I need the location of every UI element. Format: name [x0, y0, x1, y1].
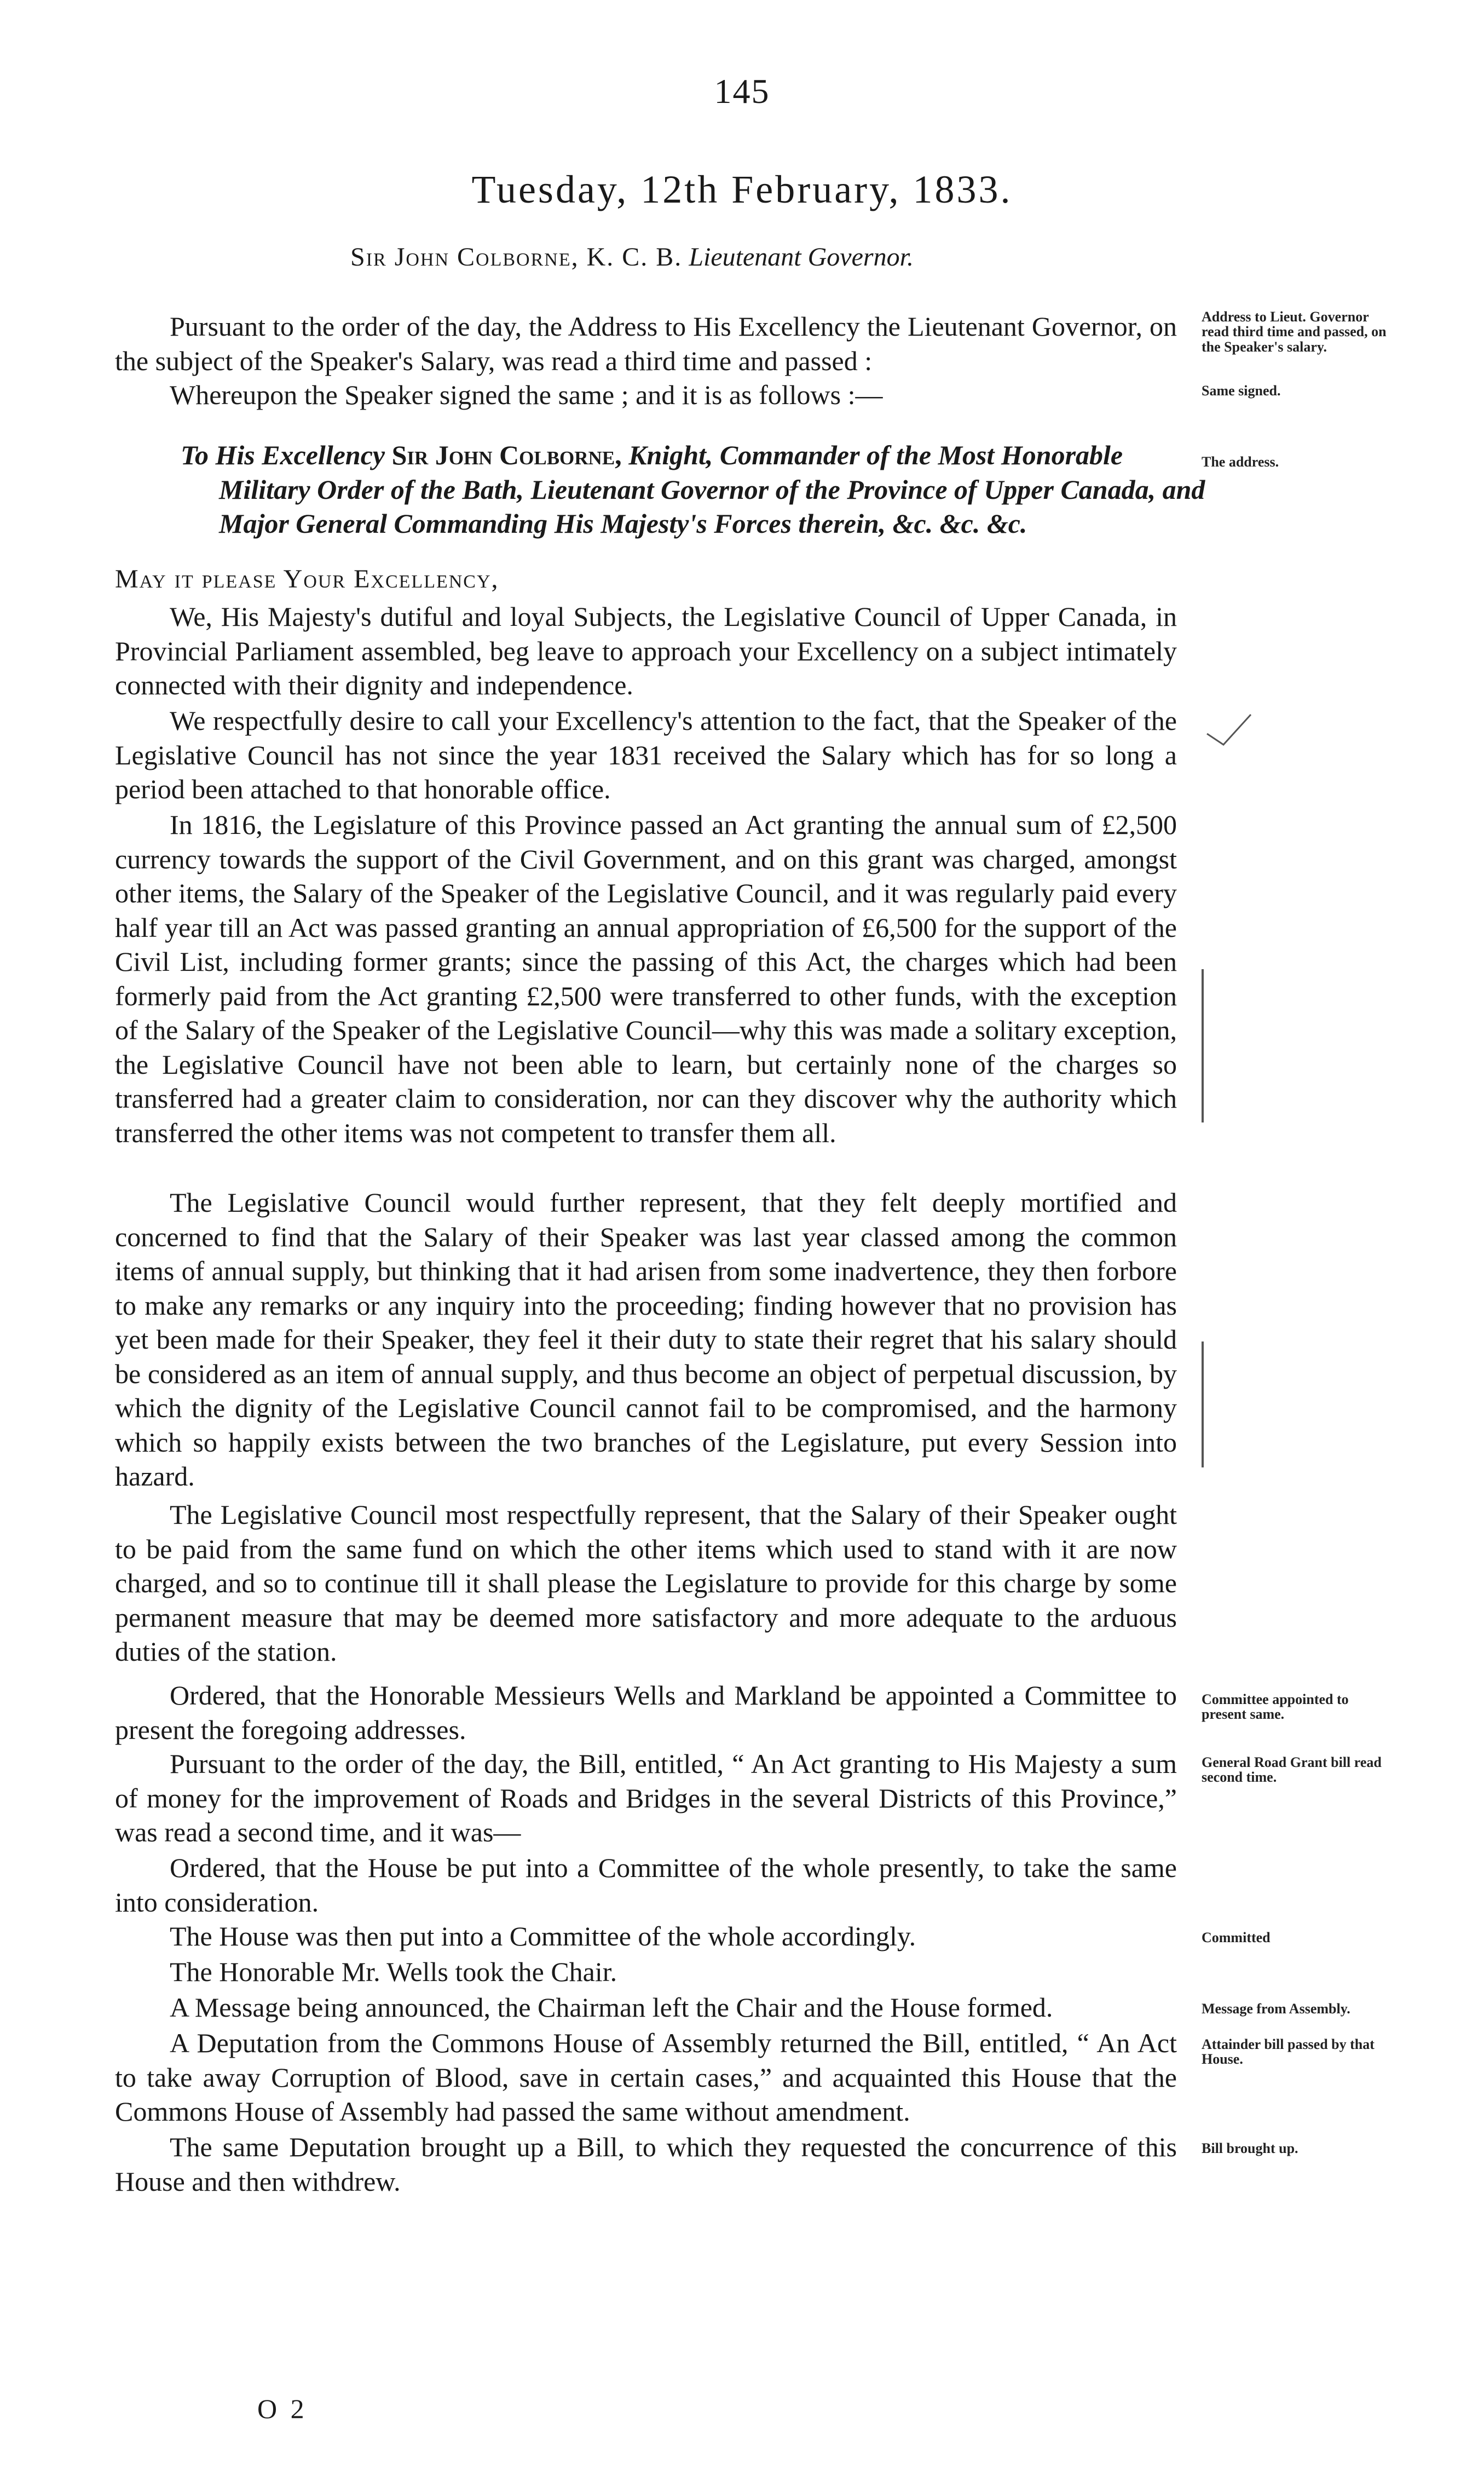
- address-to-rest: Knight, Commander of the Most Honorable Military Order of the Bath, Lieutenant Governor of the Province of Upper Canada, and Major General Commanding His Majesty's Forces therein, &c. &c. &c.: [219, 440, 1205, 539]
- address-to-label: To His Excellency: [181, 440, 392, 470]
- paragraph-mortified: The Legislative Council would further represent, that they felt deeply mortified and concerned to find that the Salary of their Speaker was last year classed among the common items of annual supply, but thinking that it had arisen from some inadvertence, they then forbore to make any remarks or any inquiry into the proceeding; finding however that no provision has yet been made for their Speaker, they feel it their duty to state their regret that his salary should be considered as an item of annual supply, and thus become an object of perpetual discussion, by which the dignity of the Legislative Council cannot fail to be compromised, and the harmony which so happily exists between the two branches of the Legislature, put every Session into hazard.: [115, 1187, 1177, 1492]
- margin-note-committee: Committee appointed to present same.: [1202, 1691, 1349, 1723]
- margin-note-message: Message from Assembly.: [1202, 2001, 1350, 2017]
- margin-note-same-signed: Same signed.: [1202, 383, 1281, 399]
- paragraph-1816-act: In 1816, the Legislature of this Province passed an Act granting the annual sum of £2,500 currency towards the support of the Civil Government, and on this grant was charged, amongst other items, the Salary of the Speaker of the Legislative Council, and it was regularly paid every half year till an Act was passed granting an annual appropriation of £6,500 for the support of the Civil List, including former grants; since the passing of this Act, the charges which had been formerly paid from the Act granting £2,500 were transferred to other funds, with the exception of the Salary of the Speaker of the Legislative Council—why this was made a solitary exception, the Legislative Council have not been able to learn, but certainly none of the charges so transferred had a greater claim to consideration, nor can they discover why the authority which transferred the other items was not competent to transfer them all.: [115, 809, 1177, 1148]
- address-to-name: Sir John Colborne,: [391, 440, 622, 470]
- governor-line: [350, 242, 914, 272]
- paragraph-attention: We respectfully desire to call your Excellency's attention to the fact, that the Speaker of the Legislative Council has not since the year 1831 received the Salary which has for so long a period been attached to that honorable office.: [115, 705, 1177, 804]
- paragraph-bill-brought: The same Deputation brought up a Bill, to which they requested the concurrence of this House and then withdrew.: [115, 2132, 1177, 2197]
- date-heading: Tuesday, 12th February, 1833.: [471, 168, 1013, 211]
- paragraph-house-committee: The House was then put into a Committee of the whole accordingly.: [170, 1921, 916, 1951]
- margin-note-attainder: Attainder bill passed by that House.: [1202, 2036, 1375, 2068]
- paragraph-chair: The Honorable Mr. Wells took the Chair.: [170, 1956, 617, 1987]
- pencil-tick-mark: [1204, 712, 1254, 750]
- governor-title: Lieutenant Governor.: [689, 243, 914, 272]
- paragraph-road-bill: Pursuant to the order of the day, the Bill, entitled, “ An Act granting to His Majesty a sum of money for the improvement of Roads and Bridges in the several Districts of this Province,” was read a second time, and it was—: [115, 1748, 1177, 1847]
- page-number: 145: [714, 72, 770, 111]
- governor-name: Sir John Colborne, K. C. B.: [350, 243, 683, 272]
- paragraph-speaker-signed: Whereupon the Speaker signed the same ; and it is as follows :—: [170, 379, 883, 410]
- paragraph-legislative-council: We, His Majesty's dutiful and loyal Subjects, the Legislative Council of Upper Canada, in Provincial Parliament assembled, beg leave to approach your Excellency on a subject intimately connected with their dignity and independence.: [115, 601, 1177, 700]
- paragraph-committee-ordered: Ordered, that the Honorable Messieurs Wells and Markland be appointed a Committee to present the foregoing addresses.: [115, 1680, 1177, 1745]
- pencil-margin-line-1: [1202, 969, 1204, 1122]
- margin-note-address-read: Address to Lieut. Governor read third time and passed, on the Speaker's salary.: [1202, 309, 1387, 355]
- margin-note-the-address: The address.: [1202, 454, 1279, 470]
- address-heading: [181, 438, 1215, 541]
- paragraph-address-read: Pursuant to the order of the day, the Address to His Excellency the Lieutenant Governor, on the subject of the Speaker's Salary, was read a third time and passed :: [115, 311, 1177, 376]
- margin-note-committed: Committed: [1202, 1930, 1271, 1945]
- paragraph-message: A Message being announced, the Chairman left the Chair and the House formed.: [170, 1992, 1053, 2023]
- margin-note-bill-brought: Bill brought up.: [1202, 2140, 1298, 2156]
- salutation: May it please Your Excellency,: [115, 565, 499, 594]
- pencil-margin-line-2: [1202, 1341, 1204, 1467]
- paragraph-deputation: A Deputation from the Commons House of Assembly returned the Bill, entitled, “ An Act to take away Corruption of Blood, save in certain cases,” and acquainted this House that the Commons House of Assembly had passed the same without amendment.: [115, 2028, 1177, 2127]
- paragraph-committee-whole: Ordered, that the House be put into a Committee of the whole presently, to take the same into consideration.: [115, 1852, 1177, 1918]
- margin-note-road-grant: General Road Grant bill read second time.: [1202, 1754, 1382, 1786]
- paragraph-salary-fund: The Legislative Council most respectfully represent, that the Salary of their Speaker ought to be paid from the same fund on which the other items which used to stand with it are now charged, and so to continue till it shall please the Legislature to provide for this charge by some permanent measure that may be deemed more satisfactory and more adequate to the arduous duties of the station.: [115, 1499, 1177, 1667]
- signature-mark: O 2: [257, 2393, 308, 2424]
